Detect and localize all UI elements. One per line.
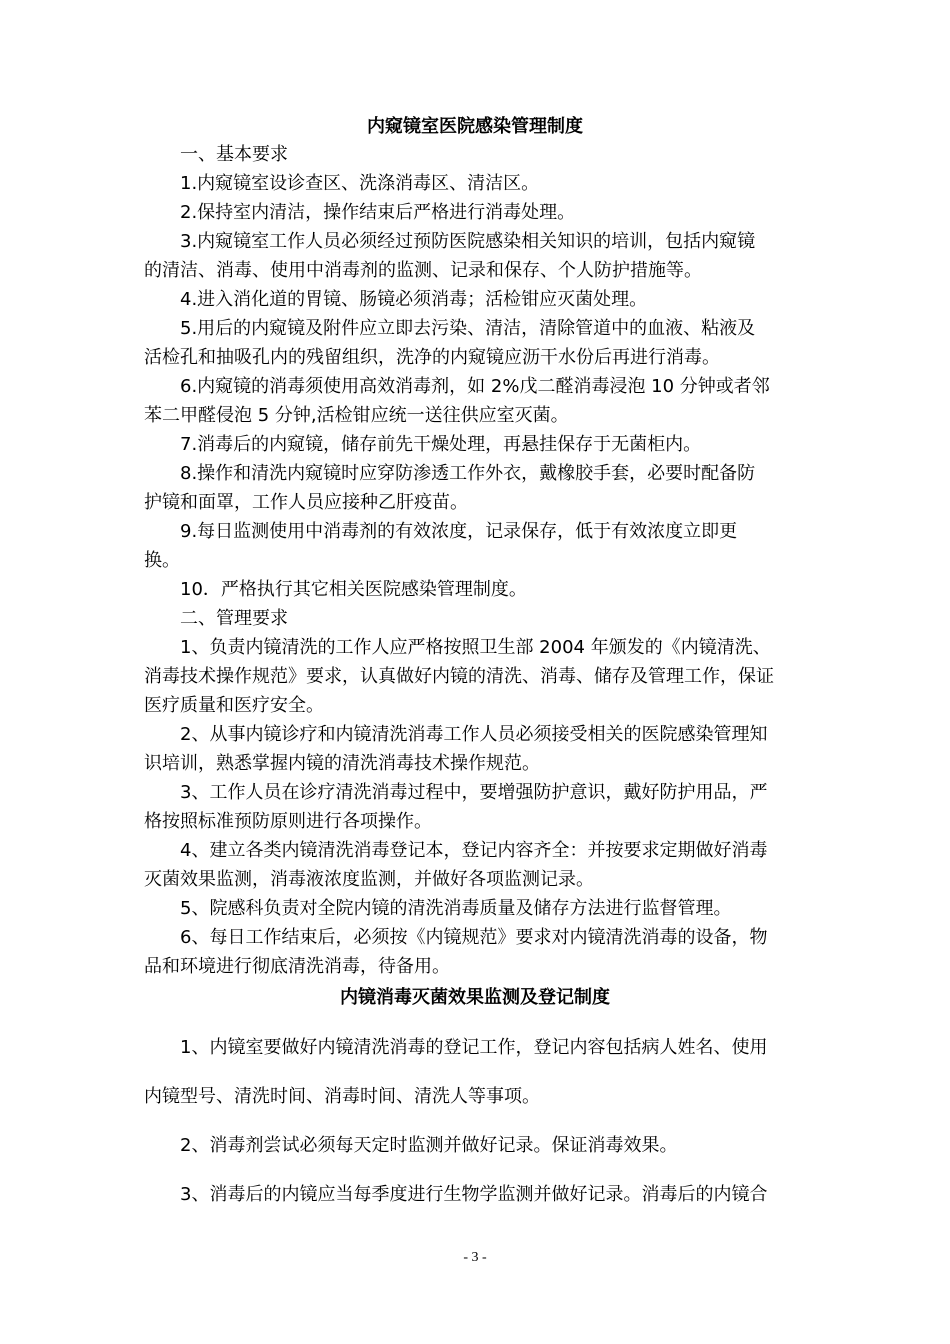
paragraph-line: 2.保持室内清洁，操作结束后严格进行消毒处理。 xyxy=(180,202,576,223)
paragraph-line: 活检孔和抽吸孔内的残留组织，洗净的内窥镜应沥干水份后再进行消毒。 xyxy=(144,347,720,368)
paragraph-line: 识培训，熟悉掌握内镜的清洗消毒技术操作规范。 xyxy=(144,753,540,774)
page-number: - 3 - xyxy=(463,1250,487,1265)
paragraph-line: 10．严格执行其它相关医院感染管理制度。 xyxy=(180,579,527,600)
paragraph-line: 3.内窥镜室工作人员必须经过预防医院感染相关知识的培训，包括内窥镜 xyxy=(180,231,756,252)
paragraph-line: 的清洁、消毒、使用中消毒剂的监测、记录和保存、个人防护措施等。 xyxy=(144,260,702,281)
paragraph-line: 格按照标准预防原则进行各项操作。 xyxy=(144,811,432,832)
paragraph-line: 3、工作人员在诊疗清洗消毒过程中，要增强防护意识，戴好防护用品，严 xyxy=(180,782,768,803)
paragraph-line: 内镜型号、清洗时间、消毒时间、清洗人等事项。 xyxy=(144,1086,540,1107)
paragraph-line: 9.每日监测使用中消毒剂的有效浓度，记录保存，低于有效浓度立即更 xyxy=(180,521,738,542)
paragraph-line: 灭菌效果监测，消毒液浓度监测，并做好各项监测记录。 xyxy=(144,869,594,890)
paragraph-line: 换。 xyxy=(144,550,180,571)
paragraph-line: 消毒技术操作规范》要求，认真做好内镜的清洗、消毒、储存及管理工作，保证 xyxy=(144,666,774,687)
section-title-monitoring: 内镜消毒灭菌效果监测及登记制度 xyxy=(340,987,610,1008)
paragraph-line: 5、院感科负责对全院内镜的清洗消毒质量及储存方法进行监督管理。 xyxy=(180,898,732,919)
paragraph-line: 4、建立各类内镜清洗消毒登记本，登记内容齐全：并按要求定期做好消毒 xyxy=(180,840,768,861)
paragraph-line: 7.消毒后的内窥镜，储存前先干燥处理，再悬挂保存于无菌柜内。 xyxy=(180,434,702,455)
paragraph-line: 5.用后的内窥镜及附件应立即去污染、清洁，清除管道中的血液、粘液及 xyxy=(180,318,756,339)
paragraph-line: 护镜和面罩，工作人员应接种乙肝疫苗。 xyxy=(144,492,468,513)
paragraph-line: 1、内镜室要做好内镜清洗消毒的登记工作，登记内容包括病人姓名、使用 xyxy=(180,1037,768,1058)
paragraph-line: 二、管理要求 xyxy=(180,608,288,629)
paragraph-line: 2、消毒剂尝试必须每天定时监测并做好记录。保证消毒效果。 xyxy=(180,1135,678,1156)
paragraph-line: 1、负责内镜清洗的工作人应严格按照卫生部 2004 年颁发的《内镜清洗、 xyxy=(180,637,771,658)
paragraph-line: 8.操作和清洗内窥镜时应穿防渗透工作外衣，戴橡胶手套，必要时配备防 xyxy=(180,463,756,484)
section-title-infection-control: 内窥镜室医院感染管理制度 xyxy=(367,116,583,137)
paragraph-line: 苯二甲醛侵泡 5 分钟,活检钳应统一送往供应室灭菌。 xyxy=(144,405,569,426)
paragraph-line: 医疗质量和医疗安全。 xyxy=(144,695,324,716)
paragraph-line: 1.内窥镜室设诊查区、洗涤消毒区、清洁区。 xyxy=(180,173,540,194)
paragraph-line: 4.进入消化道的胃镜、肠镜必须消毒；活检钳应灭菌处理。 xyxy=(180,289,648,310)
paragraph-line: 一、基本要求 xyxy=(180,144,288,165)
paragraph-line: 6.内窥镜的消毒须使用高效消毒剂，如 2%戊二醛消毒浸泡 10 分钟或者邻 xyxy=(180,376,770,397)
paragraph-line: 品和环境进行彻底清洗消毒，待备用。 xyxy=(144,956,450,977)
paragraph-line: 3、消毒后的内镜应当每季度进行生物学监测并做好记录。消毒后的内镜合 xyxy=(180,1184,768,1205)
paragraph-line: 2、从事内镜诊疗和内镜清洗消毒工作人员必须接受相关的医院感染管理知 xyxy=(180,724,768,745)
paragraph-line: 6、每日工作结束后，必须按《内镜规范》要求对内镜清洗消毒的设备，物 xyxy=(180,927,768,948)
